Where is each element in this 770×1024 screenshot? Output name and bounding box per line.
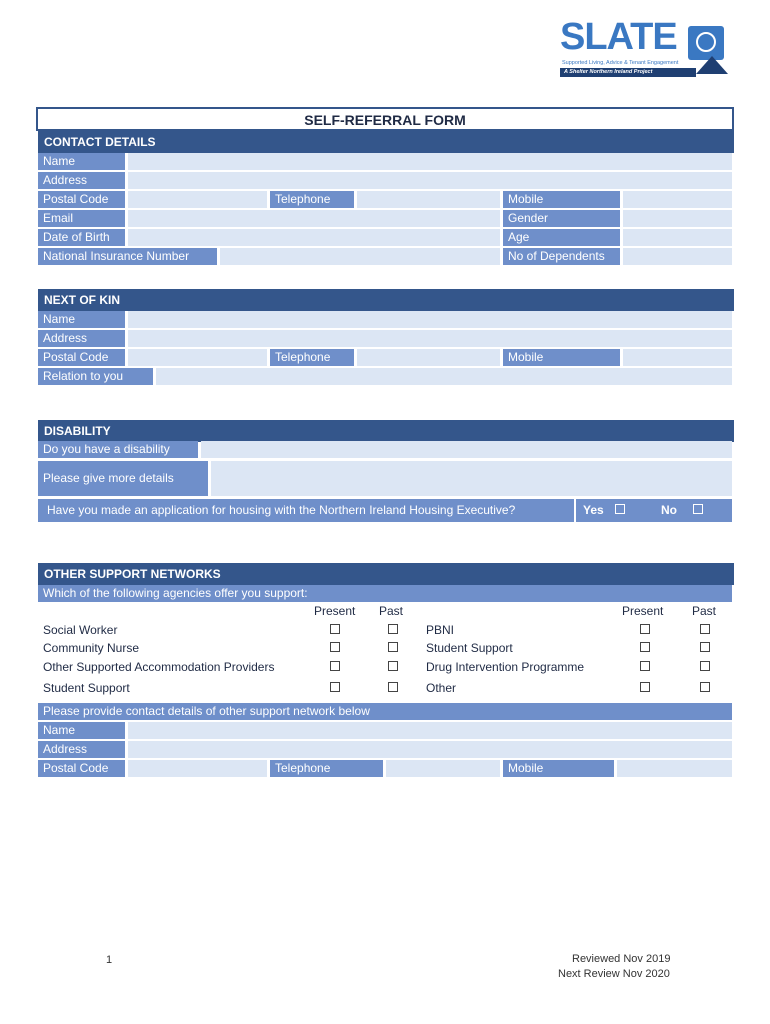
agency-student-support-right: Student Support	[426, 641, 513, 655]
housing-yes-label: Yes	[583, 503, 604, 517]
agency-social-worker: Social Worker	[43, 623, 118, 637]
student-support-left-past-checkbox[interactable]	[388, 682, 398, 692]
reviewed-date: Reviewed Nov 2019	[572, 953, 671, 965]
contact-address-label: Address	[38, 172, 125, 189]
past-column-right: Past	[692, 604, 717, 618]
contact-address-field[interactable]	[128, 172, 732, 189]
contact-email-field[interactable]	[128, 210, 500, 227]
contact-postal-code-field[interactable]	[128, 191, 267, 208]
support-address-label: Address	[38, 741, 125, 758]
student-support-right-present-checkbox[interactable]	[640, 642, 650, 652]
page-number: 1	[106, 954, 113, 966]
present-column-left: Present	[314, 604, 356, 618]
support-mobile-label: Mobile	[503, 760, 614, 777]
student-support-left-present-checkbox[interactable]	[330, 682, 340, 692]
housing-no-checkbox[interactable]	[693, 504, 703, 514]
agency-community-nurse: Community Nurse	[43, 641, 140, 655]
community-nurse-past-checkbox[interactable]	[388, 642, 398, 652]
kin-mobile-field[interactable]	[623, 349, 732, 366]
other-past-checkbox[interactable]	[700, 682, 710, 692]
next-review-date: Next Review Nov 2020	[558, 968, 670, 980]
contact-email-label: Email	[38, 210, 125, 227]
disability-answer-field[interactable]	[201, 441, 732, 458]
support-telephone-field[interactable]	[386, 760, 500, 777]
kin-address-label: Address	[38, 330, 125, 347]
agency-other: Other	[426, 681, 457, 695]
kin-name-label: Name	[38, 311, 125, 328]
kin-postal-code-field[interactable]	[128, 349, 267, 366]
form-title: SELF-REFERRAL FORM	[36, 107, 734, 131]
kin-telephone-label: Telephone	[270, 349, 354, 366]
support-address-field[interactable]	[128, 741, 732, 758]
kin-postal-code-label: Postal Code	[38, 349, 125, 366]
kin-name-field[interactable]	[128, 311, 732, 328]
disability-details-field[interactable]	[211, 461, 732, 496]
contact-name-field[interactable]	[128, 153, 732, 170]
support-postal-code-field[interactable]	[128, 760, 267, 777]
support-mobile-field[interactable]	[617, 760, 732, 777]
pbni-past-checkbox[interactable]	[700, 624, 710, 634]
student-support-right-past-checkbox[interactable]	[700, 642, 710, 652]
support-question: Which of the following agencies offer you support:	[38, 585, 732, 602]
social-worker-present-checkbox[interactable]	[330, 624, 340, 634]
pbni-present-checkbox[interactable]	[640, 624, 650, 634]
support-networks-heading: OTHER SUPPORT NETWORKS	[38, 563, 734, 585]
support-contact-prompt: Please provide contact details of other support network below	[38, 703, 732, 720]
contact-postal-code-label: Postal Code	[38, 191, 125, 208]
next-of-kin-heading: NEXT OF KIN	[38, 289, 734, 311]
other-present-checkbox[interactable]	[640, 682, 650, 692]
kin-telephone-field[interactable]	[357, 349, 500, 366]
kin-mobile-label: Mobile	[503, 349, 620, 366]
logo-roof-icon	[696, 56, 728, 74]
kin-relation-label: Relation to you	[38, 368, 153, 385]
disability-question-label: Do you have a disability	[38, 441, 198, 458]
present-column-right: Present	[622, 604, 664, 618]
drug-intervention-present-checkbox[interactable]	[640, 661, 650, 671]
drug-intervention-past-checkbox[interactable]	[700, 661, 710, 671]
logo-wordmark: SLATE	[560, 16, 677, 58]
agency-drug-intervention: Drug Intervention Programme	[426, 660, 585, 674]
agency-pbni: PBNI	[426, 623, 455, 637]
other-accommodation-present-checkbox[interactable]	[330, 661, 340, 671]
contact-name-label: Name	[38, 153, 125, 170]
logo-subtitle: Supported Living, Advice & Tenant Engagement	[562, 60, 679, 66]
housing-yes-checkbox[interactable]	[615, 504, 625, 514]
disability-details-label: Please give more details	[38, 461, 208, 496]
contact-age-field[interactable]	[623, 229, 732, 246]
contact-age-label: Age	[503, 229, 620, 246]
agency-other-supported-accommodation: Other Supported Accommodation Providers	[43, 660, 275, 674]
contact-telephone-label: Telephone	[270, 191, 354, 208]
contact-ni-number-field[interactable]	[220, 248, 500, 265]
support-name-label: Name	[38, 722, 125, 739]
contact-details-heading: CONTACT DETAILS	[38, 131, 734, 153]
contact-gender-label: Gender	[503, 210, 620, 227]
community-nurse-present-checkbox[interactable]	[330, 642, 340, 652]
contact-dob-label: Date of Birth	[38, 229, 125, 246]
agency-student-support-left: Student Support	[43, 681, 130, 695]
contact-mobile-field[interactable]	[623, 191, 732, 208]
contact-dependents-label: No of Dependents	[503, 248, 620, 265]
contact-ni-number-label: National Insurance Number	[38, 248, 217, 265]
kin-relation-field[interactable]	[156, 368, 732, 385]
contact-telephone-field[interactable]	[357, 191, 500, 208]
housing-question: Have you made an application for housing with the Northern Ireland Housing Executive?	[38, 499, 574, 522]
contact-dob-field[interactable]	[128, 229, 500, 246]
logo-badge-icon	[688, 26, 724, 60]
other-accommodation-past-checkbox[interactable]	[388, 661, 398, 671]
support-telephone-label: Telephone	[270, 760, 383, 777]
kin-address-field[interactable]	[128, 330, 732, 347]
past-column-left: Past	[379, 604, 404, 618]
contact-mobile-label: Mobile	[503, 191, 620, 208]
slate-logo	[560, 16, 728, 82]
logo-tagline: A Shelter Northern Ireland Project	[560, 68, 696, 77]
social-worker-past-checkbox[interactable]	[388, 624, 398, 634]
support-name-field[interactable]	[128, 722, 732, 739]
contact-dependents-field[interactable]	[623, 248, 732, 265]
disability-heading: DISABILITY	[38, 420, 734, 442]
support-postal-code-label: Postal Code	[38, 760, 125, 777]
contact-gender-field[interactable]	[623, 210, 732, 227]
housing-no-label: No	[661, 503, 677, 517]
